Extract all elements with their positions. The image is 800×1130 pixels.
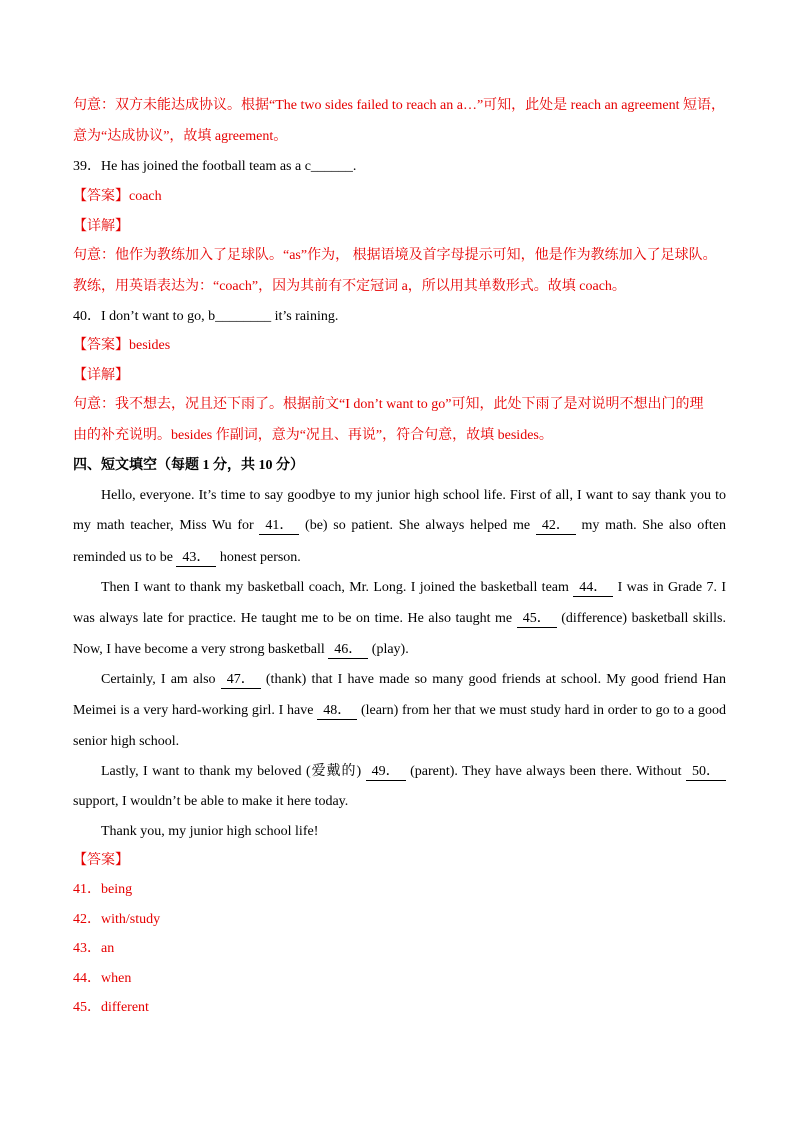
answer-item: 41．being	[73, 882, 133, 897]
passage-line: my math teacher, Miss Wu for 41． (be) so patient. She always helped me 42． my math. She also often	[73, 518, 726, 533]
answers-label: 【答案】	[73, 853, 129, 868]
passage-line: Certainly, I am also 47． (thank) that I have made so many good friends at school. My good friend Han	[101, 672, 726, 687]
detail-label-40: 【详解】	[73, 368, 129, 383]
blank-48: 48．	[317, 703, 357, 720]
passage-line: Then I want to thank my basketball coach, Mr. Long. I joined the basketball team 44． I was in Grade 7. I	[101, 580, 726, 595]
passage-line: Lastly, I want to thank my beloved (爱戴的) 49． (parent). They have always been there. Without 50．	[101, 762, 726, 782]
answer-40: 【答案】besides	[73, 338, 171, 353]
passage-line: Meimei is a very hard-working girl. I have 48． (learn) from her that we must study hard in order to go to a good	[73, 703, 726, 718]
question-39: 39．He has joined the football team as a c______.	[73, 159, 357, 174]
question-40: 40．I don’t want to go, b________ it’s raining.	[73, 309, 339, 324]
explanation-line: 句意：双方未能达成协议。根据“The two sides failed to reach an a…”可知，此处是 reach an agreement 短语，	[73, 98, 725, 113]
blank-46: 46．	[328, 642, 368, 659]
section-title: 四、短文填空（每题 1 分，共 10 分）	[73, 458, 304, 473]
passage-line: Now, I have become a very strong basketball 46． (play).	[73, 642, 409, 657]
passage-line: was always late for practice. He taught me to be on time. He also taught me 45． (difference) basketball skills.	[73, 611, 726, 626]
blank-43: 43．	[176, 550, 216, 567]
passage-line: reminded us to be 43． honest person.	[73, 550, 301, 565]
answer-item: 43．an	[73, 941, 115, 956]
explanation-40-line1: 句意：我不想去，况且还下雨了。根据前文“I don’t want to go”可知，此处下雨了是对说明不想出门的理	[73, 397, 704, 412]
detail-label-39: 【详解】	[73, 219, 129, 234]
blank-50: 50．	[686, 764, 726, 781]
blank-49: 49．	[366, 764, 406, 781]
blank-41: 41．	[259, 518, 299, 535]
explanation-39-line1: 句意：他作为教练加入了足球队。“as”作为， 根据语境及首字母提示可知，他是作为教练加入了足球队。	[73, 248, 717, 263]
answer-item: 42．with/study	[73, 912, 161, 927]
blank-47: 47．	[221, 672, 261, 689]
explanation-40-line2: 由的补充说明。besides 作副词，意为“况且、再说”，符合句意，故填 besides。	[73, 428, 553, 443]
answer-item: 45．different	[73, 1000, 149, 1015]
answer-39: 【答案】coach	[73, 189, 162, 204]
explanation-39-line2: 教练，用英语表达为：“coach”，因为其前有不定冠词 a，所以用其单数形式。故填 coach。	[73, 279, 626, 294]
blank-42: 42．	[536, 518, 576, 535]
blank-45: 45．	[517, 611, 557, 628]
passage-line: Hello, everyone. It’s time to say goodbye to my junior high school life. First of all, I want to say thank you to	[101, 488, 726, 503]
blank-44: 44．	[573, 580, 613, 597]
passage-line: support, I wouldn’t be able to make it here today.	[73, 794, 349, 809]
explanation-line: 意为“达成协议”，故填 agreement。	[73, 129, 288, 144]
passage-closing: Thank you, my junior high school life!	[101, 824, 319, 839]
answer-item: 44．when	[73, 971, 132, 986]
passage-line: senior high school.	[73, 734, 180, 749]
